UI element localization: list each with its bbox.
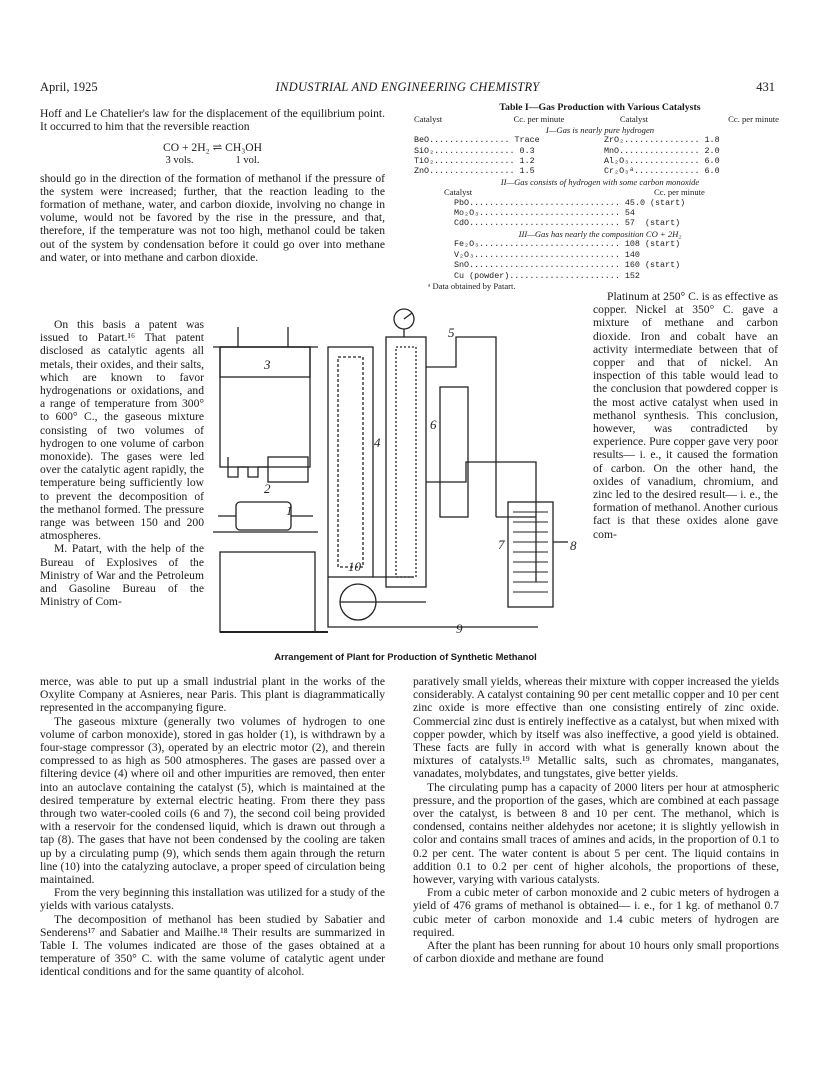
table-section-1: I—Gas is nearly pure hydrogen bbox=[545, 124, 655, 135]
label-2: 2 bbox=[264, 481, 271, 496]
label-3: 3 bbox=[264, 357, 271, 372]
table-row: SiO₂................ 0.3 bbox=[414, 145, 535, 156]
patart-paragraph: M. Patart, with the help of the Bureau of Explosives of the Ministry of War and the Petroleum and Gasoline Bureau of the Ministry of Com- bbox=[40, 542, 204, 609]
label-10: 10 bbox=[348, 559, 361, 574]
table-row: TiO₂................ 1.2 bbox=[414, 156, 535, 167]
autoclave bbox=[328, 337, 426, 587]
right-paragraph-1: paratively small yields, whereas their mixture with copper increased the yields considerably. A catalyst containing 90 per cent metallic copper and 10 per cent zinc oxide is more effective than one consisting entirely of zinc oxide. Commercial zinc dust is entirely ineffective as a catalyst, but when mixed with copper powder, which by itself was also ineffective, a good yield is obtained. These facts are fully in accord with what is generally known about the mixtures of catalysts.¹⁹ Metallic salts, such as chromates, manganates, vanadates, molybdates, and tungstates, give better yields. bbox=[413, 675, 779, 781]
col-header-catalyst: Catalyst bbox=[414, 114, 443, 125]
label-8: 8 bbox=[570, 538, 577, 553]
figure-caption: Arrangement of Plant for Production of Synthetic Methanol bbox=[274, 651, 537, 662]
intro-paragraph-2: should go in the direction of the formation of methanol if the pressure of the system were increased; further, that the reaction leading to the formation of methane, water, and carbon dioxide, involving no change in volume, would not be favored by the rise in the pressure, and that, therefore, if the temperature was not too high, methanol could be taken out of the system by condensation before it could go over into methane and water, or into methane and carbon dioxide. bbox=[40, 171, 385, 264]
left-bottom-column bbox=[40, 675, 385, 979]
header-page-number: 431 bbox=[756, 80, 775, 94]
table-row: Fe₂O₃............................ 108 (start) bbox=[454, 239, 681, 250]
plant-diagram bbox=[208, 307, 598, 647]
pressure-gauge bbox=[394, 309, 414, 337]
table-row: Cu (powder)...................... 152 bbox=[454, 270, 640, 281]
cooling-coil-6 bbox=[440, 387, 468, 517]
table-row: V₂O₃............................. 140 bbox=[454, 249, 640, 260]
left-paragraph-3: From the very beginning this installation was utilized for a study of the yields with various catalysts. bbox=[40, 886, 385, 913]
table-section-3-rows bbox=[414, 239, 786, 281]
table-section-1-rows bbox=[414, 135, 786, 177]
patent-paragraph: On this basis a patent was issued to Patart.¹⁶ That patent disclosed as catalytic agents all metals, their oxides, and their salts, which are known to favor hydrogenations or oxidations, and a range of temperature from 300° to 600° C., the gaseous mixture consisting of two volumes of hydrogen to one volume of carbon monoxide). The gases were led over the catalytic agent rapidly, the temperature being sufficiently low to prevent the decomposition of the methanol formed. The pressure range was between 150 and 200 atmospheres. bbox=[40, 318, 204, 543]
sec2-col-cc: Cc. per minute bbox=[654, 187, 705, 198]
right-paragraph-4: After the plant has been running for about 10 hours only small proportions of carbon dioxide and methane are found bbox=[413, 939, 779, 966]
header-journal: INDUSTRIAL AND ENGINEERING CHEMISTRY bbox=[275, 80, 540, 94]
label-7: 7 bbox=[498, 537, 505, 552]
left-paragraph-2: The gaseous mixture (generally two volumes of hydrogen to one volume of carbon monoxide), stored in gas holder (1), is withdrawn by a four-stage compressor (3), operated by an electric motor (2), and therein compressed to as high as 500 atmospheres. The gases are passed over a filtering device (4) where oil and other impurities are removed, then enter into an autoclave containing the catalyst (5), which is maintained at the desired temperature by external electric heating. From there they pass through two water-cooled coils (6 and 7), the second coil being provided with a reservoir for the condensed liquid, which is drawn out through a tap (8). The gases that have not been condensed by the cooling are taken up by a circulating pump (9), which sends them again through the return line (10) into the catalyzing autoclave, a proper speed of circulation being maintained. bbox=[40, 714, 385, 887]
label-5: 5 bbox=[448, 325, 455, 340]
table-row: Al₂O₃.............. 6.0 bbox=[604, 156, 720, 167]
table-row: Mo₂O₃............................ 54 bbox=[454, 208, 635, 219]
table-section-2: II—Gas consists of hydrogen with some carbon monoxide bbox=[500, 176, 700, 187]
electric-motor bbox=[218, 502, 313, 530]
table-footnote: ᵃ Data obtained by Patart. bbox=[428, 280, 516, 291]
table-section-2-header bbox=[414, 187, 786, 197]
running-header bbox=[40, 80, 775, 98]
intro-block bbox=[40, 107, 385, 264]
reaction-equation bbox=[40, 141, 385, 165]
header-date: April, 1925 bbox=[40, 80, 98, 94]
col-header-cc-2: Cc. per minute bbox=[728, 114, 779, 125]
table-row: CdO.............................. 57 (start) bbox=[454, 218, 681, 229]
circulating-pump bbox=[340, 584, 426, 620]
equation-text: CO + 2H₂ ⇌ CH₃OH bbox=[162, 141, 263, 155]
right-paragraph-3: From a cubic meter of carbon monoxide and 2 cubic meters of hydrogen a yield of 476 grams of methanol is obtained— i. e., for 1 kg. of methanol 0.7 cubic meter of carbon monoxide and 1.4 cubic meters of hydrogen are required. bbox=[413, 886, 779, 939]
equation-volumes: 3 vols. 1 vol. bbox=[165, 154, 260, 166]
table-header-row bbox=[414, 114, 786, 124]
table-row: ZnO................. 1.5 bbox=[414, 166, 535, 177]
base-structure bbox=[213, 532, 328, 632]
table-1 bbox=[414, 103, 786, 291]
right-bottom-column bbox=[413, 675, 779, 965]
table-caption: Table I—Gas Production with Various Catalysts bbox=[499, 102, 701, 113]
label-6: 6 bbox=[430, 417, 437, 432]
right-paragraph-2: The circulating pump has a capacity of 2000 liters per hour at atmospheric pressure, and the proportion of the gases, which are combined at each passage over the catalyst, is between 8 and 10 per cent. The methanol, which is condensed, contains neither aldehydes nor acetone; it is slightly yellowish in color and contains small traces of amines and acids, in the proportion of 0.1 to 0.2 per cent. The water content is about 5 per cent. The liquid contains in addition 0.1 to 0.2 per cent of higher alcohols, the proportions of these, however, varying with various catalysts. bbox=[413, 780, 779, 887]
right-narrow-column bbox=[593, 290, 778, 541]
table-section-3: III—Gas has nearly the composition CO + 2H₂ bbox=[518, 228, 682, 239]
table-row: PbO.............................. 45.0 (start) bbox=[454, 197, 686, 208]
left-paragraph-1: merce, was able to put up a small industrial plant in the works of the Oxylite Company at Asnieres, near Paris. This plant is diagrammatically represented in the accompanying figure. bbox=[40, 675, 385, 715]
left-paragraph-4: The decomposition of methanol has been studied by Sabatier and Senderens¹⁷ and Sabatier and Mailhe.¹⁸ Their results are summarized in Table I. The volumes indicated are those of the gases obtained at a temperature of 350° C. with the same volume of catalytic agent under identical conditions and for the same quantity of alcohol. bbox=[40, 912, 385, 979]
left-narrow-column bbox=[40, 318, 204, 608]
table-row: SnO.............................. 160 (start) bbox=[454, 260, 681, 271]
col-header-catalyst-2: Catalyst bbox=[619, 114, 649, 125]
label-9: 9 bbox=[456, 621, 463, 636]
table-section-2-rows bbox=[414, 198, 786, 229]
table-row: BeO................ Trace bbox=[414, 135, 540, 146]
catalyst-paragraph: Platinum at 250° C. is as effective as copper. Nickel at 350° C. gave a mixture of methane and carbon dioxide. Iron and cobalt have an activity intermediate between that of copper and that of nickel. An inspection of this table would lead to the conclusion that powdered copper is the most active catalyst when used in methanol synthesis. This conclusion, however, was contradicted by experience. Pure copper gave very poor results— i. e., it caused the formation of carbon. On the other hand, the oxides of vanadium, chromium, and zinc led to the desired result— i. e., the formation of methanol. Another curious fact is that these oxides alone gave com- bbox=[593, 290, 778, 541]
table-row: Cr₂O₃ᵃ............. 6.0 bbox=[604, 166, 720, 177]
table-row: ZrO₂............... 1.8 bbox=[604, 135, 720, 146]
col-header-cc: Cc. per minute bbox=[513, 114, 565, 125]
table-row: MnO................ 2.0 bbox=[604, 145, 720, 156]
label-4: 4 bbox=[374, 435, 381, 450]
compressor bbox=[228, 457, 308, 482]
intro-paragraph-1: Hoff and Le Chatelier's law for the displacement of the equilibrium point. It occurred to him that the reversible reaction bbox=[40, 107, 385, 134]
sec2-col-catalyst: Catalyst bbox=[444, 187, 473, 198]
gas-holder bbox=[213, 327, 318, 467]
cooling-coil-7 bbox=[508, 502, 568, 607]
label-1: 1 bbox=[286, 503, 293, 518]
